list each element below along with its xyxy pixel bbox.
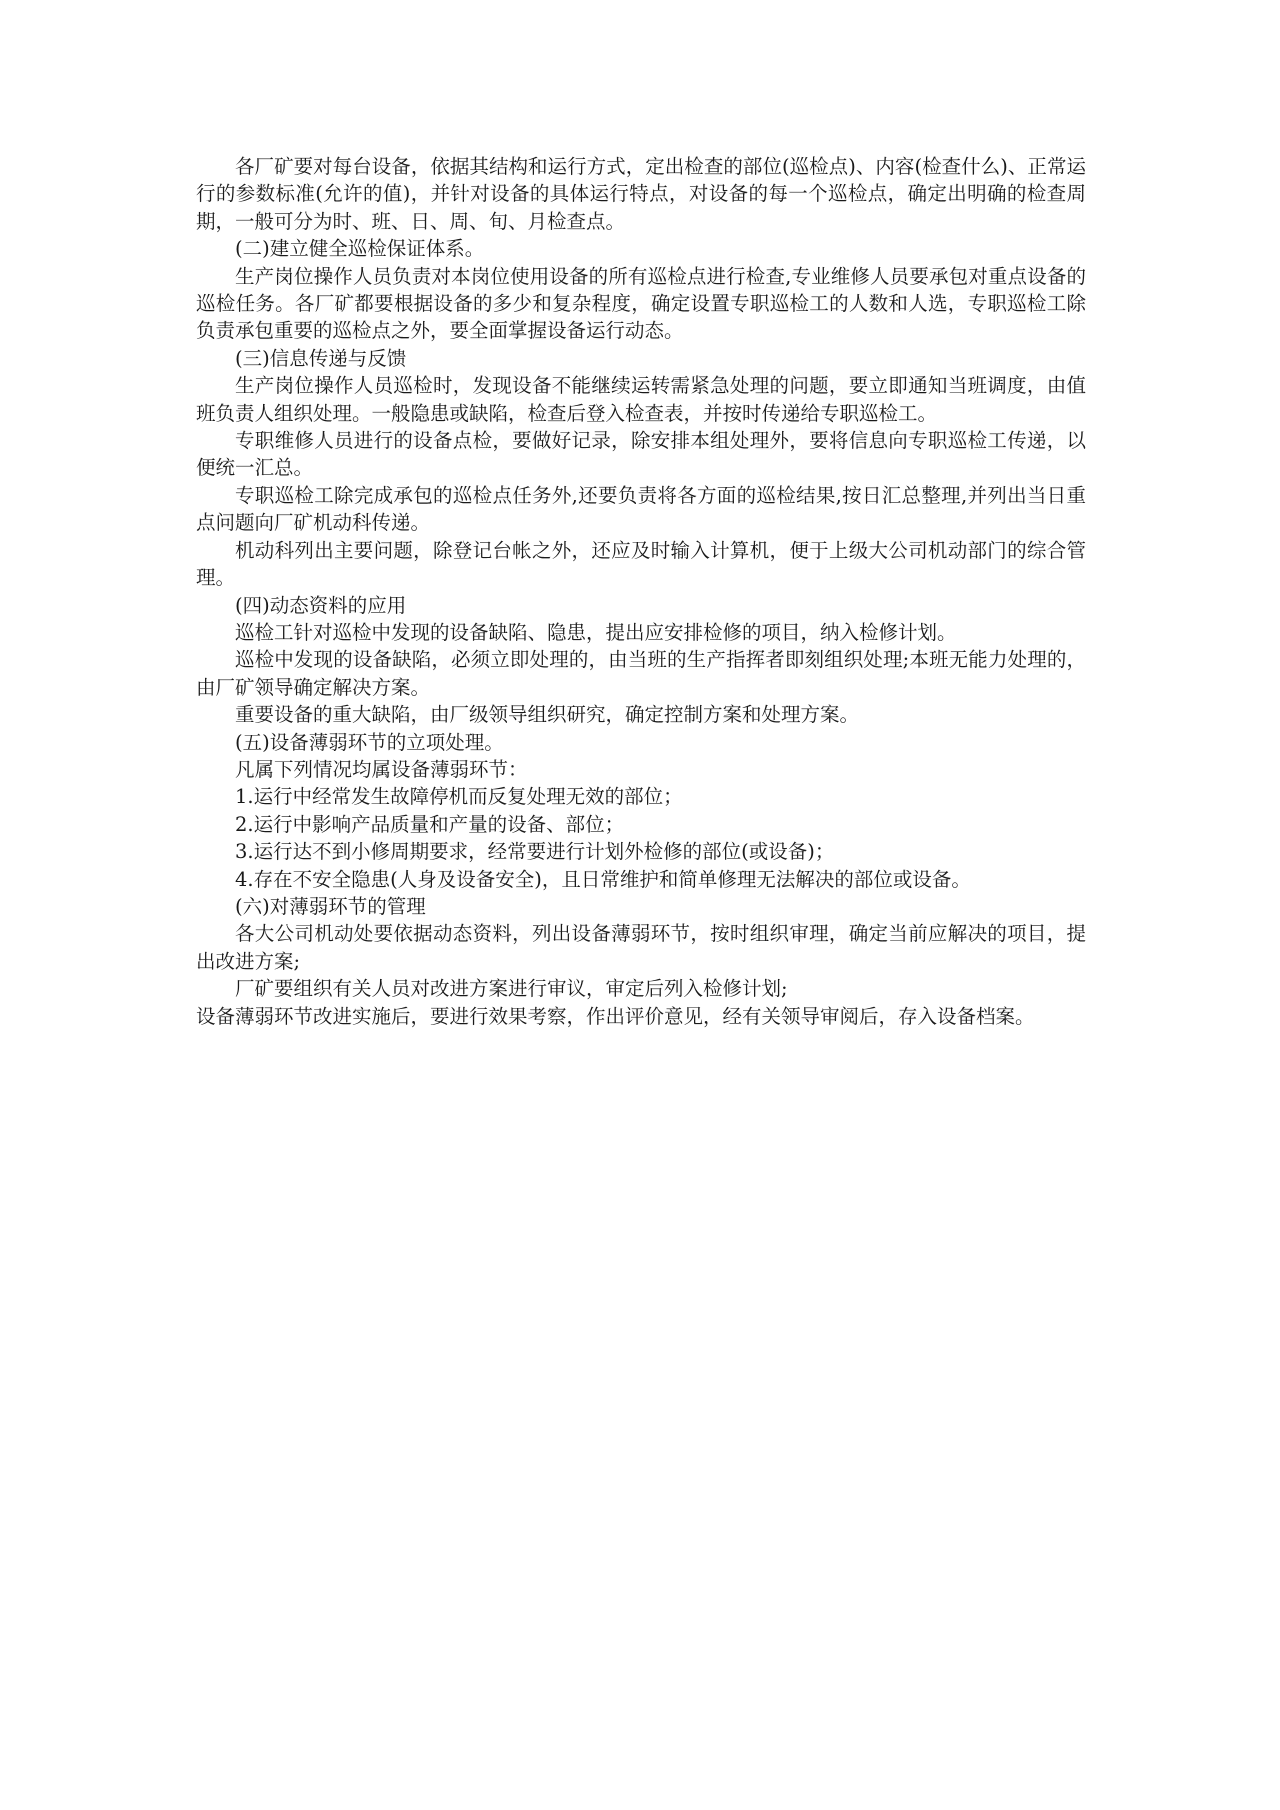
paragraph-major-defects: 重要设备的重大缺陷，由厂级领导组织研究，确定控制方案和处理方案。 bbox=[235, 703, 860, 727]
paragraph-operator-duty: 生产岗位操作人员负责对本岗位使用设备的所有巡检点进行检查,专业维修人员要承包对重点设备的巡检任务。各厂矿都要根据设备的多少和复杂程度，确定设置专职巡检工的人数和人选，专职巡检工除负责承包重要的巡检点之外，要全面掌握设备运行动态。 bbox=[196, 264, 1086, 343]
section-heading-6: (六)对薄弱环节的管理 bbox=[235, 894, 426, 918]
list-item-4: 4.存在不安全隐患(人身及设备安全)，且日常维护和简单修理无法解决的部位或设备。 bbox=[235, 867, 971, 891]
section-heading-2: (二)建立健全巡检保证体系。 bbox=[235, 237, 485, 261]
paragraph-company-review: 各大公司机动处要依据动态资料，列出设备薄弱环节，按时组织审理，确定当前应解决的项目，提出改进方案; bbox=[196, 922, 1086, 973]
paragraph-repair-plan: 巡检工针对巡检中发现的设备缺陷、隐患，提出应安排检修的项目，纳入检修计划。 bbox=[235, 620, 957, 644]
list-item-1: 1.运行中经常发生故障停机而反复处理无效的部位； bbox=[235, 785, 683, 809]
paragraph-inspector-summary: 专职巡检工除完成承包的巡检点任务外,还要负责将各方面的巡检结果,按日汇总整理,并列出当日重点问题向厂矿机动科传递。 bbox=[196, 483, 1086, 535]
section-heading-5: (五)设备薄弱环节的立项处理。 bbox=[235, 730, 504, 754]
list-item-2: 2.运行中影响产品质量和产量的设备、部位； bbox=[235, 812, 625, 836]
section-heading-4: (四)动态资料的应用 bbox=[235, 593, 407, 617]
paragraph-operator-report: 生产岗位操作人员巡检时，发现设备不能继续运转需紧急处理的问题，要立即通知当班调度，由值班负责人组织处理。一般隐患或缺陷，检查后登入检查表，并按时传递给专职巡检工。 bbox=[196, 374, 1086, 425]
list-item-3: 3.运行达不到小修周期要求，经常要进行计划外检修的部位(或设备)； bbox=[235, 840, 835, 864]
paragraph-mechanical-dept: 机动科列出主要问题，除登记台帐之外，还应及时输入计算机，便于上级大公司机动部门的综合管理。 bbox=[196, 538, 1086, 590]
paragraph-weak-link-intro: 凡属下列情况均属设备薄弱环节： bbox=[235, 757, 528, 781]
paragraph-plant-review: 厂矿要组织有关人员对改进方案进行审议，审定后列入检修计划; bbox=[235, 977, 788, 1001]
paragraph-immediate-handling: 巡检中发现的设备缺陷，必须立即处理的，由当班的生产指挥者即刻组织处理;本班无能力处理的，由厂矿领导确定解决方案。 bbox=[196, 648, 1086, 699]
paragraph-archive: 设备薄弱环节改进实施后，要进行效果考察，作出评价意见，经有关领导审阅后，存入设备档案。 bbox=[196, 1004, 1035, 1028]
document-body bbox=[196, 153, 1086, 1030]
paragraph-inspection-points: 各厂矿要对每台设备，依据其结构和运行方式，定出检查的部位(巡检点)、内容(检查什么)、正常运行的参数标准(允许的值)，并针对设备的具体运行特点，对设备的每一个巡检点，确定出明确的检查周期，一般可分为时、班、日、周、旬、月检查点。 bbox=[196, 155, 1086, 233]
section-heading-3: (三)信息传递与反馈 bbox=[235, 346, 407, 370]
paragraph-maintenance-record: 专职维修人员进行的设备点检，要做好记录，除安排本组处理外，要将信息向专职巡检工传递，以便统一汇总。 bbox=[196, 429, 1086, 480]
